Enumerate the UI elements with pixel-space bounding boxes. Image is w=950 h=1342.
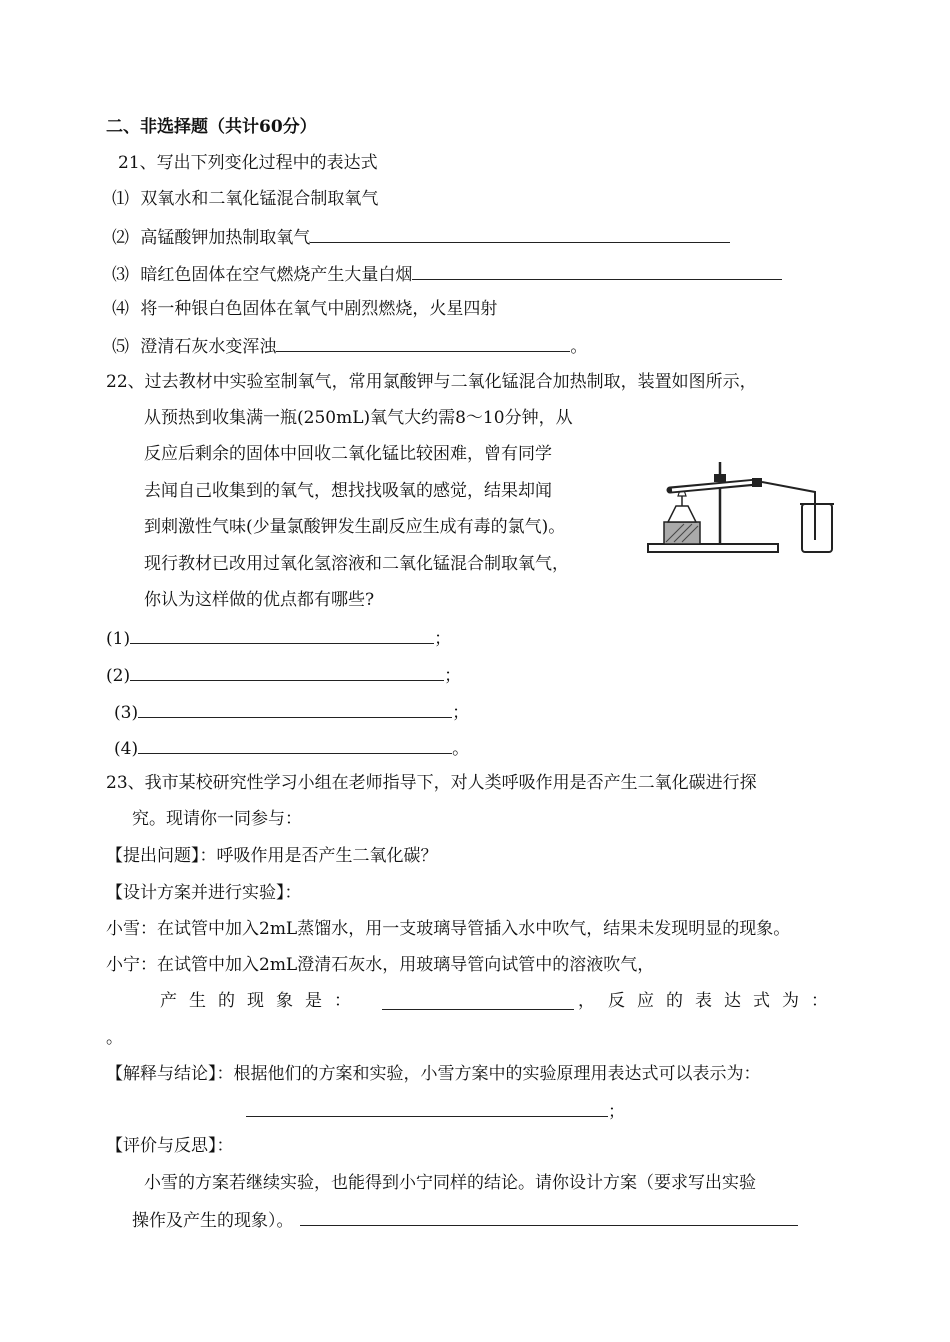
q22-body-line: 你认为这样做的优点都有哪些? (144, 590, 375, 610)
comma: ， (578, 991, 595, 1011)
q22-body-line: 到刺激性气味(少量氯酸钾发生副反应生成有毒的氯气)。 (144, 517, 566, 537)
item-text: 双氧水和二氧化锰混合制取氧气 (140, 189, 379, 209)
item-text: 澄清石灰水变浑浊 (140, 337, 277, 357)
q23-stem-cont: 究。现请你一同参与： (132, 809, 302, 829)
q22-body-line: 从预热到收集满一瓶(250mL)氧气大约需8～10分钟，从 (144, 408, 573, 428)
q23-reflect-label: 【评价与反思】： (106, 1136, 234, 1156)
line-end: 。 (452, 739, 470, 759)
item-text: 高锰酸钾加热制取氧气 (140, 228, 311, 248)
clamp (714, 474, 726, 482)
q23-explain: 【解释与结论】：根据他们的方案和实验，小雪方案中的实验原理用表达式可以表示为： (106, 1064, 761, 1084)
alcohol-lamp (668, 506, 696, 522)
line-end: ； (434, 629, 452, 649)
phenomenon-blank[interactable] (382, 992, 574, 1010)
item-text: 将一种银白色固体在氧气中剧烈燃烧，火星四射 (140, 299, 498, 319)
answer-blank[interactable] (130, 626, 434, 644)
q23-design-label: 【设计方案并进行实验】： (106, 883, 302, 903)
q23-xiaoning: 小宁：在试管中加入2mL澄清石灰水，用玻璃导管向试管中的溶液吹气， (106, 955, 655, 975)
q21-item-2 (112, 225, 730, 249)
q22-body-line: 去闻自己收集到的氧气，想找找吸氧的感觉，结果却闻 (144, 481, 552, 501)
item-number: ⑵ (112, 228, 129, 248)
q21-item-4 (112, 298, 497, 320)
q22-body-line: 现行教材已改用过氧化氢溶液和二氧化锰混合制取氧气， (144, 554, 569, 574)
item-number: ⑴ (112, 189, 129, 209)
equation-label: 反应的表达式为： (608, 991, 840, 1011)
answer-number: (1) (106, 629, 131, 649)
line-end: ； (608, 1102, 625, 1122)
item-number: ⑷ (112, 299, 129, 319)
answer-blank[interactable] (246, 1099, 608, 1117)
q23-stem: 23、我市某校研究性学习小组在老师指导下，对人类呼吸作用是否产生二氧化碳进行探 (106, 773, 757, 793)
q22-answer-3 (114, 700, 469, 724)
q22-answer-2 (106, 663, 461, 687)
answer-blank[interactable] (310, 225, 730, 243)
line-end: 。 (570, 337, 588, 357)
answer-blank[interactable] (300, 1208, 798, 1226)
oxygen-apparatus-figure (640, 460, 840, 560)
answer-blank[interactable] (138, 700, 452, 718)
line-end: ； (444, 666, 462, 686)
section-title: 二、非选择题（共计60分） (106, 117, 317, 137)
explain-answer (246, 1099, 625, 1123)
line-end: ； (452, 703, 470, 723)
answer-blank[interactable] (130, 663, 444, 681)
q23-xiaoxue: 小雪：在试管中加入2mL蒸馏水，用一支玻璃导管插入水中吹气，结果未发现明显的现象。 (106, 919, 791, 939)
answer-number: (3) (114, 703, 139, 723)
q21-stem: 21、写出下列变化过程中的表达式 (118, 153, 378, 173)
q21-item-1 (112, 188, 378, 210)
q23-reflect-line2 (132, 1208, 798, 1232)
item-number: ⑶ (112, 265, 129, 285)
q22-answer-4 (114, 736, 469, 760)
answer-blank[interactable] (138, 736, 452, 754)
q22-body-line: 反应后剩余的固体中回收二氧化锰比较困难，曾有同学 (144, 444, 552, 464)
gas-bottle (802, 504, 832, 552)
q21-item-3 (112, 262, 782, 286)
answer-blank[interactable] (412, 262, 782, 280)
q22-stem: 22、过去教材中实验室制氧气，常用氯酸钾与二氧化锰混合加热制取，装置如图所示， (106, 372, 757, 392)
answer-number: (2) (106, 666, 131, 686)
period-line: 。 (106, 1028, 123, 1048)
item-number: ⑸ (112, 337, 129, 357)
phenomenon-label: 产生的现象是： (160, 991, 363, 1011)
item-text: 暗红色固体在空气燃烧产生大量白烟 (140, 265, 413, 285)
q23-reflect-line1: 小雪的方案若继续实验，也能得到小宁同样的结论。请你设计方案（要求写出实验 (144, 1173, 756, 1193)
q22-answer-1 (106, 626, 451, 650)
q21-item-5 (112, 334, 587, 358)
stand-base (648, 544, 778, 552)
answer-blank[interactable] (276, 334, 570, 352)
q23-question-label: 【提出问题】：呼吸作用是否产生二氧化碳？ (106, 846, 438, 866)
answer-number: (4) (114, 739, 139, 759)
stopper (752, 478, 762, 487)
reflect-text: 操作及产生的现象）。 (132, 1211, 294, 1231)
